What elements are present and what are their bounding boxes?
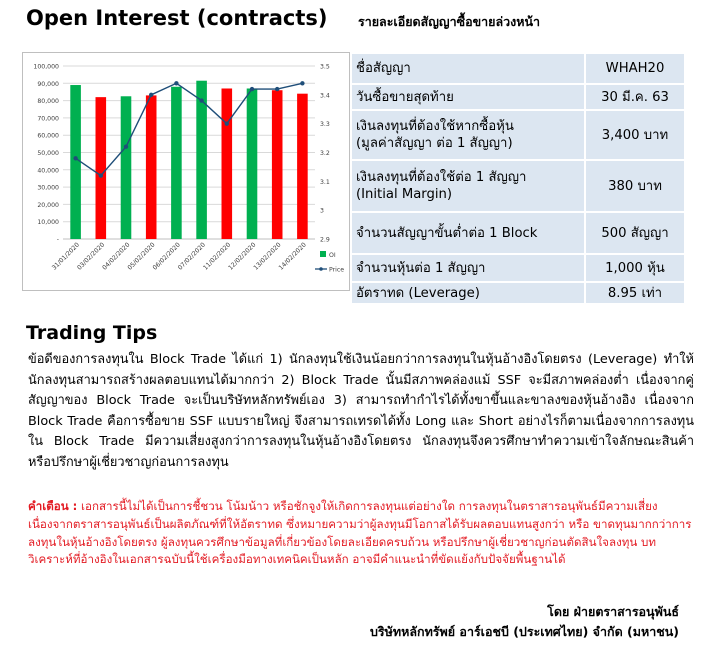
x-tick-label: 12/02/2020	[227, 241, 258, 272]
spec-row	[352, 54, 685, 84]
y-left-tick-label: 10,000	[37, 219, 59, 227]
spec-label: จำนวนหุ้นต่อ 1 สัญญา	[352, 254, 585, 282]
price-point	[124, 145, 128, 149]
x-tick-label: 03/02/2020	[76, 241, 107, 272]
price-point	[174, 81, 178, 85]
x-tick-label: 11/02/2020	[202, 241, 233, 272]
x-tick-label: 04/02/2020	[101, 241, 132, 272]
spec-value: WHAH20	[585, 54, 685, 84]
contract-details-title: รายละเอียดสัญญาซื้อขายล่วงหน้า	[358, 14, 541, 29]
y-right-tick-label: 3.1	[320, 178, 330, 186]
price-point	[73, 156, 77, 160]
spec-label: อัตราทด (Leverage)	[352, 282, 585, 304]
spec-row	[352, 282, 685, 304]
legend-oi-label: OI	[329, 252, 336, 259]
contract-specs-table	[352, 54, 686, 305]
oi-bar	[297, 94, 308, 239]
legend-price-marker	[319, 267, 323, 271]
spec-row	[352, 110, 685, 160]
legend-price-label: Price	[329, 266, 345, 274]
oi-bar	[171, 87, 182, 239]
spec-value: 380 บาท	[585, 160, 685, 212]
y-left-tick-label: 70,000	[37, 115, 59, 123]
oi-bar	[70, 85, 81, 239]
legend-oi-swatch	[320, 251, 326, 257]
warning-disclaimer	[28, 498, 694, 569]
spec-row	[352, 160, 685, 212]
y-left-tick-label: 80,000	[37, 98, 59, 106]
trading-tips-body: ข้อดีของการลงทุนใน Block Trade ได้แก่ 1) นักลงทุนใช้เงินน้อยกว่าการลงทุนในหุ้นอ้างอิงโดยตรง (Leverage) ทำให้นักลงทุนสามารถสร้างผลตอบแทนได้มากกว่า 2) Block Trade นั้นมีสภาพคล่องแม้ SSF จะมีสภาพคล่องต่ำ เนื่องจากคู่สัญญาของ Block Trade จะเป็นบริษัทหลักทรัพย์เอง 3) สามารถทำกำไรได้ทั้งขาขึ้นและขาลงของหุ้นอ้างอิง เนื่องจาก Block Trade คือการซื้อขาย SSF แบบรายใหญ่ จึงสามารถเทรดได้ทั้ง Long และ Short อย่างไรก็ตามเนื่องจากการลงทุนใน Block Trade มีความเสี่ยงสูงกว่าการลงทุนในหุ้นอ้างอิงโดยตรง นักลงทุนจึงควรศึกษาทำความเข้าใจลักษณะสินค้า หรือปรึกษาผู้เชี่ยวชาญก่อนการลงทุน	[28, 352, 694, 470]
oi-chart-title: Open Interest (contracts)	[26, 6, 328, 30]
price-point	[99, 173, 103, 177]
x-tick-label: 07/02/2020	[176, 241, 208, 272]
y-left-tick-label: 50,000	[37, 150, 59, 157]
spec-label: เงินลงทุนที่ต้องใช้หากซื้อหุ้น (มูลค่าสัญญา ต่อ 1 สัญญา)	[352, 110, 585, 160]
oi-chart-svg	[23, 53, 349, 290]
spec-row	[352, 212, 685, 254]
y-right-tick-label: 3.2	[320, 150, 330, 157]
price-point	[225, 121, 229, 125]
price-point	[300, 81, 304, 85]
oi-bar	[222, 88, 233, 239]
y-right-tick-label: 3.5	[320, 63, 330, 71]
warning-label: คำเตือน :	[28, 499, 78, 513]
y-left-tick-label: 100,000	[33, 63, 59, 71]
warning-text: เอกสารนี้ไม่ได้เป็นการชี้ชวน โน้มน้าว หรือชักจูงให้เกิดการลงทุนแต่อย่างใด การลงทุนในตราสารอนุพันธ์มีความเสี่ยง เนื่องจากตราสารอนุพันธ์เป็นผลิตภัณฑ์ที่ให้อัตราทด ซึ่งหมายความว่าผู้ลงทุนมีโอกาสได้รับผลตอบแทนสูงกว่า หรือ ขาดทุนมากกว่าการลงทุนในหุ้นอ้างอิงโดยตรง ผู้ลงทุนควรศึกษาข้อมูลที่เกี่ยวข้องโดยละเอียดครบถ้วน หรือปรึกษาผู้เชี่ยวชาญก่อนตัดสินใจลงทุน บทวิเคราะห์ที่อ้างอิงในเอกสารฉบับนี้ใช้เครื่องมือทางเทคนิคเป็นหลัก อาจมีคำแนะนำที่ขัดแย้งกับปัจจัยพื้นฐานได้	[28, 499, 692, 567]
oi-bar	[272, 90, 283, 239]
x-tick-label: 13/02/2020	[252, 241, 283, 272]
y-left-tick-label: 60,000	[37, 132, 59, 140]
y-left-tick-label: 30,000	[37, 184, 59, 192]
price-line	[76, 83, 303, 175]
x-tick-label: 05/02/2020	[126, 241, 157, 272]
price-point	[199, 98, 203, 102]
spec-row	[352, 84, 685, 110]
y-left-tick-label: 90,000	[37, 80, 59, 88]
signature-company: บริษัทหลักทรัพย์ อาร์เอชบี (ประเทศไทย) จำกัด (มหาชน)	[369, 624, 679, 639]
spec-value: 3,400 บาท	[585, 110, 685, 160]
spec-value: 8.95 เท่า	[585, 282, 685, 304]
oi-bar	[146, 95, 157, 239]
spec-value: 30 มี.ค. 63	[585, 84, 685, 110]
spec-label: จำนวนสัญญาขั้นต่ำต่อ 1 Block	[352, 212, 585, 254]
oi-bar	[121, 96, 132, 239]
spec-label: เงินลงทุนที่ต้องใช้ต่อ 1 สัญญา (Initial Margin)	[352, 160, 585, 212]
x-tick-label: 06/02/2020	[151, 241, 182, 272]
x-tick-label: 31/01/2020	[50, 241, 82, 272]
y-left-tick-label: -	[56, 236, 59, 244]
spec-value: 1,000 หุ้น	[585, 254, 685, 282]
signature-department: โดย ฝ่ายตราสารอนุพันธ์	[547, 604, 679, 619]
x-tick-label: 14/02/2020	[277, 241, 308, 272]
price-point	[275, 87, 279, 91]
spec-label: วันซื้อขายสุดท้าย	[352, 84, 585, 110]
oi-bar	[247, 88, 258, 239]
spec-value: 500 สัญญา	[585, 212, 685, 254]
y-right-tick-label: 3.3	[320, 121, 330, 129]
spec-row	[352, 254, 685, 282]
oi-chart	[22, 52, 350, 291]
trading-tips-title: Trading Tips	[26, 322, 158, 344]
y-left-tick-label: 40,000	[37, 167, 59, 175]
y-left-tick-label: 20,000	[37, 201, 59, 209]
spec-label: ชื่อสัญญา	[352, 54, 585, 84]
y-right-tick-label: 3	[320, 207, 324, 215]
price-point	[250, 87, 254, 91]
y-right-tick-label: 3.4	[320, 92, 330, 100]
y-right-tick-label: 2.9	[320, 236, 330, 244]
oi-bar	[96, 97, 107, 239]
price-point	[149, 93, 153, 97]
